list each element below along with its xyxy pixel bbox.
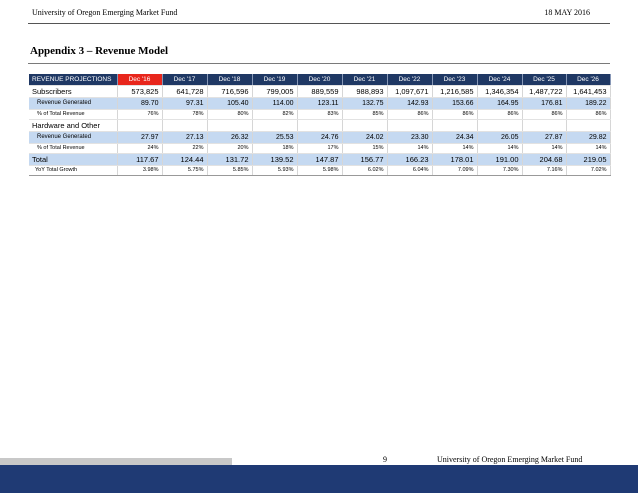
revenue-projections-table	[29, 74, 611, 176]
table-cell: 76%	[117, 110, 162, 120]
table-cell: 5.85%	[207, 166, 252, 176]
table-cell: 24.76	[297, 132, 342, 144]
table-cell: 26.32	[207, 132, 252, 144]
table-cell	[117, 120, 162, 132]
table-cell: 27.97	[117, 132, 162, 144]
table-cell: 988,893	[342, 86, 387, 98]
table-cell: 27.13	[162, 132, 207, 144]
table-cell: 7.09%	[432, 166, 477, 176]
table-row	[29, 144, 610, 154]
table-cell: 1,346,354	[477, 86, 522, 98]
table-cell: 26.05	[477, 132, 522, 144]
table-cell: 89.70	[117, 98, 162, 110]
table-cell: 153.66	[432, 98, 477, 110]
table-label-header: REVENUE PROJECTIONS	[29, 74, 117, 86]
table-cell: 132.75	[342, 98, 387, 110]
table-row	[29, 120, 610, 132]
table-cell: 124.44	[162, 154, 207, 166]
table-row	[29, 110, 610, 120]
table-cell: 1,487,722	[522, 86, 566, 98]
column-header: Dec '16	[117, 74, 162, 86]
header-org: University of Oregon Emerging Market Fund	[32, 8, 178, 17]
row-label: Revenue Generated	[29, 132, 117, 144]
table-cell: 573,825	[117, 86, 162, 98]
column-header: Dec '25	[522, 74, 566, 86]
table-cell: 889,559	[297, 86, 342, 98]
table-row	[29, 166, 610, 176]
table-cell: 14%	[477, 144, 522, 154]
page-title: Appendix 3 – Revenue Model	[30, 45, 169, 57]
footer-org: University of Oregon Emerging Market Fund	[437, 455, 583, 464]
row-label: Total	[29, 154, 117, 166]
column-header: Dec '17	[162, 74, 207, 86]
table-cell: 86%	[566, 110, 610, 120]
table-row	[29, 98, 610, 110]
table-cell: 123.11	[297, 98, 342, 110]
row-label: YoY Total Growth	[29, 166, 117, 176]
table-cell: 82%	[252, 110, 297, 120]
table-cell: 86%	[387, 110, 432, 120]
row-label: Hardware and Other	[29, 120, 117, 132]
table-cell: 166.23	[387, 154, 432, 166]
table-cell: 22%	[162, 144, 207, 154]
table-cell: 219.05	[566, 154, 610, 166]
table-cell: 86%	[522, 110, 566, 120]
table-cell: 131.72	[207, 154, 252, 166]
table-row	[29, 132, 610, 144]
row-label: % of Total Revenue	[29, 110, 117, 120]
footer-blue-bar	[0, 465, 638, 493]
header-rule	[28, 23, 610, 24]
table-cell: 156.77	[342, 154, 387, 166]
table-cell	[522, 120, 566, 132]
table-cell	[432, 120, 477, 132]
table-cell: 164.95	[477, 98, 522, 110]
table-cell: 105.40	[207, 98, 252, 110]
table-cell: 20%	[207, 144, 252, 154]
column-header: Dec '24	[477, 74, 522, 86]
table-cell: 97.31	[162, 98, 207, 110]
table-cell: 7.02%	[566, 166, 610, 176]
column-header: Dec '18	[207, 74, 252, 86]
table-cell: 18%	[252, 144, 297, 154]
revenue-table-container	[29, 74, 610, 176]
table-cell: 24%	[117, 144, 162, 154]
table-cell: 23.30	[387, 132, 432, 144]
table-cell: 1,097,671	[387, 86, 432, 98]
table-cell: 14%	[522, 144, 566, 154]
table-cell: 29.82	[566, 132, 610, 144]
table-cell: 6.04%	[387, 166, 432, 176]
table-cell: 6.02%	[342, 166, 387, 176]
table-cell: 139.52	[252, 154, 297, 166]
table-cell: 178.01	[432, 154, 477, 166]
table-cell: 15%	[342, 144, 387, 154]
table-cell: 114.00	[252, 98, 297, 110]
footer-gray-bar	[0, 458, 232, 465]
table-cell: 641,728	[162, 86, 207, 98]
table-row	[29, 154, 610, 166]
table-cell: 3.98%	[117, 166, 162, 176]
table-cell: 7.16%	[522, 166, 566, 176]
table-cell: 176.81	[522, 98, 566, 110]
table-header-row	[29, 74, 610, 86]
table-cell: 24.02	[342, 132, 387, 144]
header-date: 18 MAY 2016	[544, 8, 590, 17]
table-cell	[297, 120, 342, 132]
column-header: Dec '23	[432, 74, 477, 86]
table-cell: 78%	[162, 110, 207, 120]
table-cell: 85%	[342, 110, 387, 120]
page-number: 9	[383, 455, 387, 464]
table-cell: 86%	[432, 110, 477, 120]
row-label: Subscribers	[29, 86, 117, 98]
table-cell: 5.98%	[297, 166, 342, 176]
table-cell: 86%	[477, 110, 522, 120]
table-cell: 80%	[207, 110, 252, 120]
table-cell: 142.93	[387, 98, 432, 110]
table-cell	[477, 120, 522, 132]
table-cell: 147.87	[297, 154, 342, 166]
table-cell: 83%	[297, 110, 342, 120]
table-cell: 799,005	[252, 86, 297, 98]
table-cell: 5.75%	[162, 166, 207, 176]
column-header: Dec '21	[342, 74, 387, 86]
column-header: Dec '20	[297, 74, 342, 86]
table-cell: 191.00	[477, 154, 522, 166]
table-cell: 204.68	[522, 154, 566, 166]
table-cell	[566, 120, 610, 132]
table-cell: 1,216,585	[432, 86, 477, 98]
table-cell: 14%	[566, 144, 610, 154]
table-cell	[162, 120, 207, 132]
row-label: % of Total Revenue	[29, 144, 117, 154]
table-cell: 716,596	[207, 86, 252, 98]
column-header: Dec '22	[387, 74, 432, 86]
table-cell: 25.53	[252, 132, 297, 144]
table-cell	[252, 120, 297, 132]
title-rule	[28, 63, 610, 64]
table-cell: 14%	[432, 144, 477, 154]
table-cell: 117.67	[117, 154, 162, 166]
table-cell: 189.22	[566, 98, 610, 110]
table-cell: 24.34	[432, 132, 477, 144]
table-cell: 7.30%	[477, 166, 522, 176]
table-cell	[387, 120, 432, 132]
table-cell	[342, 120, 387, 132]
table-cell: 5.93%	[252, 166, 297, 176]
column-header: Dec '26	[566, 74, 610, 86]
table-cell: 14%	[387, 144, 432, 154]
column-header: Dec '19	[252, 74, 297, 86]
table-cell	[207, 120, 252, 132]
page-header	[28, 8, 610, 20]
row-label: Revenue Generated	[29, 98, 117, 110]
table-cell: 27.87	[522, 132, 566, 144]
table-cell: 1,641,453	[566, 86, 610, 98]
table-cell: 17%	[297, 144, 342, 154]
table-row	[29, 86, 610, 98]
